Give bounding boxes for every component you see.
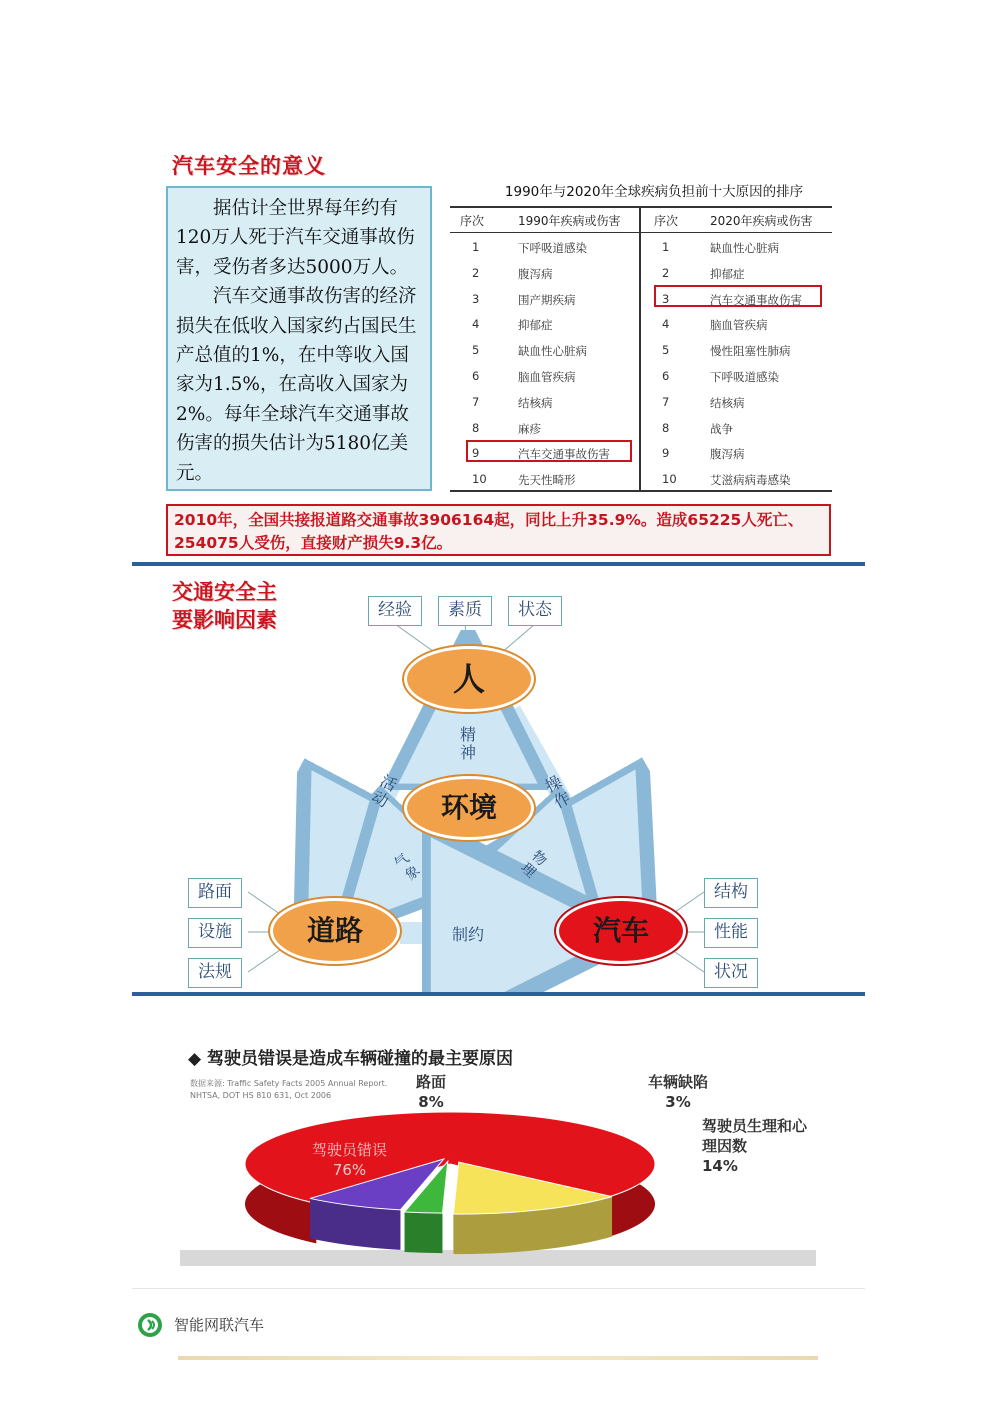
section-title: 汽车安全的意义 — [172, 154, 326, 178]
disease-1990-cell: 脑血管疾病 — [518, 370, 576, 384]
car-factor-performance: 性能 — [704, 918, 758, 948]
arrow-label-spirit: 精神 — [460, 725, 477, 762]
disease-ranking-table — [450, 206, 832, 492]
rank-1990-cell: 3 — [472, 291, 480, 306]
highlight-2020-traffic — [654, 285, 822, 307]
pie-label-driver-error-value: 76% — [332, 1161, 367, 1179]
rank-1990-cell: 4 — [472, 317, 480, 332]
disease-1990-cell: 结核病 — [518, 395, 553, 410]
wechat-account-icon — [137, 1312, 163, 1338]
person-factor-experience: 经验 — [368, 596, 422, 626]
rank-1990-cell: 5 — [472, 343, 480, 358]
rank-2020-cell: 8 — [662, 420, 670, 435]
pie-label-driver-error-name: 驾驶员错误 — [312, 1141, 388, 1159]
collision-cause-chart — [180, 1036, 820, 1268]
pie-label-driver-physio — [702, 1116, 814, 1176]
road-node: 道路 — [270, 898, 400, 964]
arrow-label-restrict: 制约 — [452, 925, 485, 944]
disease-2020-cell: 脑血管疾病 — [710, 318, 768, 333]
disease-2020-cell: 结核病 — [710, 395, 745, 410]
arrow-label-climate: 气象 — [391, 850, 424, 884]
disease-2020-cell: 下呼吸道感染 — [710, 370, 779, 384]
table-title: 1990年与2020年全球疾病负担前十大原因的排序 — [504, 184, 804, 200]
road-factor-regulation: 法规 — [188, 958, 242, 988]
pie-slice — [245, 1112, 655, 1203]
rank-1990-cell: 8 — [472, 420, 480, 435]
pie-label-road — [416, 1072, 446, 1112]
section-divider — [132, 992, 865, 996]
estimate-text-box — [166, 186, 432, 491]
account-name[interactable]: 智能网联汽车 — [174, 1316, 265, 1334]
rank-2020-cell: 3 — [662, 291, 670, 306]
disease-2020-cell: 艾滋病病毒感染 — [710, 473, 791, 488]
disease-2020-cell: 汽车交通事故伤害 — [710, 292, 802, 307]
pie-label-road-name: 路面 — [416, 1073, 447, 1091]
rank-1990-cell: 7 — [472, 394, 480, 409]
chart-title-text: 驾驶员错误是造成车辆碰撞的最主要原因 — [207, 1049, 513, 1069]
pie-label-driver-error — [312, 1140, 387, 1180]
person-factor-quality: 素质 — [438, 596, 492, 626]
pie-label-road-value: 8% — [418, 1093, 444, 1111]
rank-2020-cell: 4 — [662, 317, 670, 332]
environment-node: 环境 — [404, 776, 534, 840]
table-header-2020: 2020年疾病或伤害 — [710, 214, 813, 228]
pie-label-vehicle — [648, 1072, 708, 1112]
rank-1990-cell: 6 — [472, 369, 480, 383]
section-title-line-2: 要影响因素 — [172, 608, 277, 632]
disease-2020-cell: 战争 — [710, 421, 733, 436]
pie-label-vehicle-name: 车辆缺陷 — [648, 1073, 709, 1091]
disease-1990-cell: 先天性畸形 — [518, 473, 576, 488]
chart-source: 数据来源: Traffic Safety Facts 2005 Annual Report. NHTSA, DOT HS 810 631, Oct 2006 — [190, 1079, 388, 1100]
rank-2020-cell: 1 — [662, 240, 670, 254]
china-stats-box: 2010年，全国共接报道路交通事故3906164起，同比上升35.9%。造成65225人死亡、254075人受伤，直接财产损失9.3亿。 — [166, 504, 831, 556]
rank-2020-cell: 6 — [662, 369, 670, 383]
next-image-strip — [178, 1356, 818, 1360]
rank-1990-cell: 2 — [472, 265, 480, 280]
pie-label-driver-physio-name: 驾驶员生理和心理因数 — [702, 1117, 808, 1155]
arrow-label-operate: 操作 — [542, 771, 574, 813]
rank-2020-cell: 7 — [662, 394, 670, 409]
rank-2020-cell: 9 — [662, 446, 670, 461]
pie-label-driver-physio-value: 14% — [702, 1157, 738, 1175]
rank-2020-cell: 10 — [662, 472, 677, 487]
disease-2020-cell: 抑郁症 — [710, 266, 745, 281]
arrow-label-physics: 物理 — [517, 848, 550, 882]
footer-divider — [132, 1288, 865, 1289]
highlight-1990-traffic — [466, 440, 632, 462]
car-factor-structure: 结构 — [704, 878, 758, 908]
section-divider — [132, 562, 865, 566]
pie-slice-side — [405, 1212, 443, 1253]
table-header-rank-1990: 序次 — [460, 214, 485, 228]
rank-1990-cell: 9 — [472, 446, 480, 461]
disease-1990-cell: 腹泻病 — [518, 266, 553, 281]
disease-2020-cell: 缺血性心脏病 — [710, 241, 779, 255]
table-header-rank-2020: 序次 — [654, 214, 679, 228]
rank-1990-cell: 1 — [472, 240, 480, 254]
rank-2020-cell: 5 — [662, 343, 670, 358]
disease-1990-cell: 麻疹 — [518, 421, 541, 436]
estimate-paragraph-2: 汽车交通事故伤害的经济损失在低收入国家约占国民生产总值的1%，在中等收入国家为1.5%，在高收入国家为2%。每年全球汽车交通事故伤害的损失估计为5180亿美元。 — [176, 286, 417, 484]
disease-1990-cell: 下呼吸道感染 — [518, 241, 587, 255]
disease-1990-cell: 汽车交通事故伤害 — [518, 447, 610, 462]
car-node: 汽车 — [556, 898, 686, 964]
estimate-paragraph-1: 据估计全世界每年约有120万人死于汽车交通事故伤害，受伤者多达5000万人。 — [176, 198, 415, 278]
rank-1990-cell: 10 — [472, 472, 487, 487]
chart-title: ◆ 驾驶员错误是造成车辆碰撞的最主要原因 — [188, 1049, 513, 1069]
road-factor-surface: 路面 — [188, 878, 242, 908]
rank-2020-cell: 2 — [662, 265, 670, 280]
person-node: 人 — [404, 646, 534, 712]
disease-1990-cell: 缺血性心脏病 — [518, 344, 587, 359]
section-title-line-1: 交通安全主 — [172, 580, 277, 604]
table-header-1990: 1990年疾病或伤害 — [518, 214, 621, 228]
traffic-factors-section — [132, 570, 865, 994]
car-factor-condition: 状况 — [704, 958, 758, 988]
disease-1990-cell: 抑郁症 — [518, 318, 553, 333]
arrow-label-activity: 活动 — [368, 770, 401, 812]
disease-2020-cell: 腹泻病 — [710, 447, 745, 462]
disease-1990-cell: 围产期疾病 — [518, 292, 576, 307]
car-safety-section — [132, 146, 865, 564]
road-factor-facility: 设施 — [188, 918, 242, 948]
pie-label-vehicle-value: 3% — [665, 1093, 691, 1111]
person-factor-state: 状态 — [508, 596, 562, 626]
disease-2020-cell: 慢性阻塞性肺病 — [710, 344, 791, 359]
